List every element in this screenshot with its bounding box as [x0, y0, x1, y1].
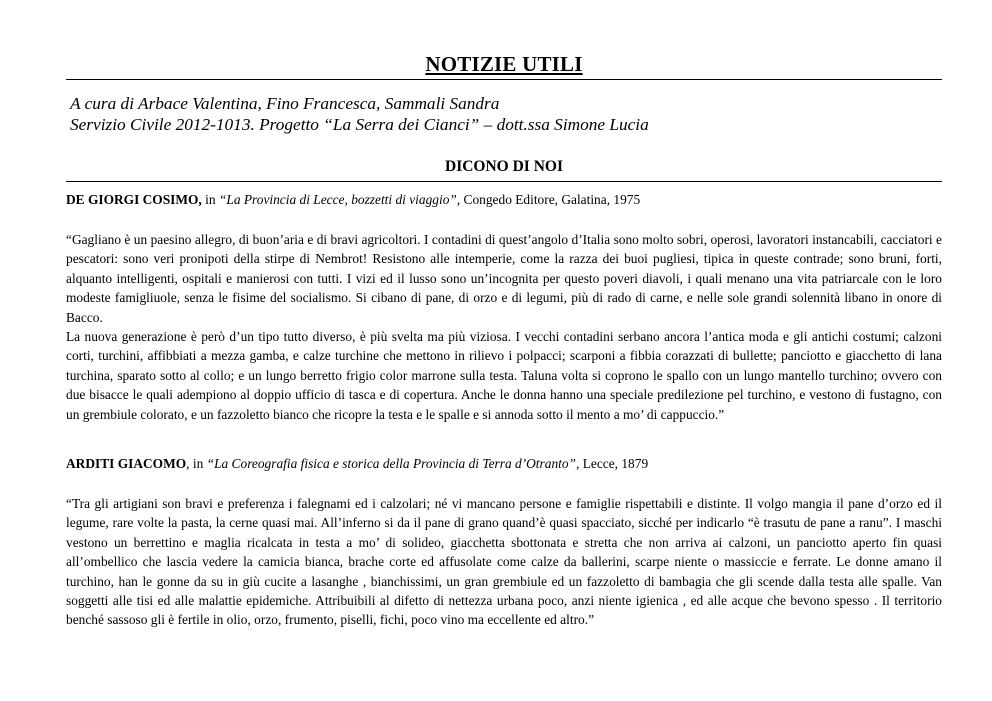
credits-authors: A cura di Arbace Valentina, Fino Francesca, Sammali Sandra	[70, 94, 500, 113]
citation-1	[66, 192, 640, 208]
citation-in: , in	[186, 456, 207, 471]
quote-paragraph: La nuova generazione è però d’un tipo tutto diverso, è più svelta ma più viziosa. I vecchi contadini serbano ancora l’antica moda e gli antichi costumi; calzoni corti, turchini, affibbiati a mezza gamba, e calze turchine che mettono in rilievo i polpacci; scarponi a fibbia corazzati di bullette; panciotto e giacchetto di lana turchina, sparato sotto al collo; e un lungo berretto frigio color marrone sulla testa. Taluna volta si coprono le spallo con un lungo mantello turchino; ovvero con due bisacce le quali adempiono al doppio ufficio di tasca e di copertura. Anche le donna hanno una speciale predilezione pel turchino, e vestono di fustagno, con un grembiule colorato, e un fazzoletto bianco che ricopre la testa e le spalle e si annoda sotto il mento a mo’ di cappuccio.”	[66, 329, 942, 422]
citation-publisher: Congedo Editore, Galatina, 1975	[460, 192, 641, 207]
quote-paragraph: “Tra gli artigiani son bravi e preferenza i falegnami ed i calzolari; né vi mancano persone e famiglie rispettabili e distinte. Il volgo mangia il pane d’orzo ed il legume, rare volte la pasta, la cerne quasi mai. All’inferno si da il pane di grano quand’è quasi spacciato, sicché per indicarlo “è trasutu de pane a ranu”. I maschi vestono un berrettino e maglia ricalcata in testa a mo’ di solideo, giacchetta sbottonata e stretta che non arriva ai calzoni, un panciotto aperto fin quasi all’ombellico che lascia vedere la camicia bianca, brache corte ed affusolate come calze da ballerini, scarpe niente o massiccie e ferrate. Le donne amano il turchino, han le gonne da su in giù cucite a lasanghe , bianchissimi, un gran grembiule ed un fazzoletto di bambagia che gli scende dalla testa alle spalle. Van soggetti alle tisi ed alle malattie epidemiche. Attribuibili al difetto di nettezza urbana poco, anzi niente igienica , ed alle acque che bevono spesso . Il territorio benché sassoso gli è fertile in olio, orzo, frumento, piselli, fichi, poco vino ma eccellente ed altro.”	[66, 496, 942, 628]
credits-project: Servizio Civile 2012-1013. Progetto “La Serra dei Cianci” – dott.ssa Simone Lucia	[70, 115, 649, 134]
section-title: DICONO DI NOI	[445, 158, 563, 175]
citation-work: “La Provincia di Lecce, bozzetti di viaggio”,	[218, 192, 461, 207]
citation-work: “La Coreografia fisica e storica della Provincia di Terra d’Otranto”,	[206, 456, 580, 471]
quote-1	[66, 230, 942, 424]
citation-in: in	[201, 192, 219, 207]
quote-paragraph: “Gagliano è un paesino allegro, di buon’aria e di bravi agricoltori. I contadini di quest’angolo d’Italia sono molto sobri, operosi, lavoratori instancabili, cacciatori e pescatori: sono veri pronipoti della stirpe di Nembrot! Resistono alle intemperie, come la razza dei buoi pugliesi, tipica in queste contrade; sono bruni, forti, alquanto intelligenti, ospitali e manierosi con tutti. I vizi ed il lusso sono un’incognita per questo poveri diavoli, i quali menano una vita patriarcale con le loro modeste famigliuole, senza le fisime del socialismo. Si cibano di pane, di orzo e di legumi, più di rado di carne, e nelle sole grandi solennità libano in onore di Bacco.	[66, 232, 942, 325]
page-title: NOTIZIE UTILI	[425, 52, 583, 76]
credits-block	[70, 93, 930, 135]
citation-author: ARDITI GIACOMO	[66, 456, 187, 471]
citation-author: DE GIORGI COSIMO,	[66, 192, 202, 207]
title-divider	[66, 79, 942, 80]
section-divider	[66, 181, 942, 182]
citation-publisher: Lecce, 1879	[579, 456, 649, 471]
citation-2	[66, 456, 648, 472]
quote-2	[66, 494, 942, 630]
